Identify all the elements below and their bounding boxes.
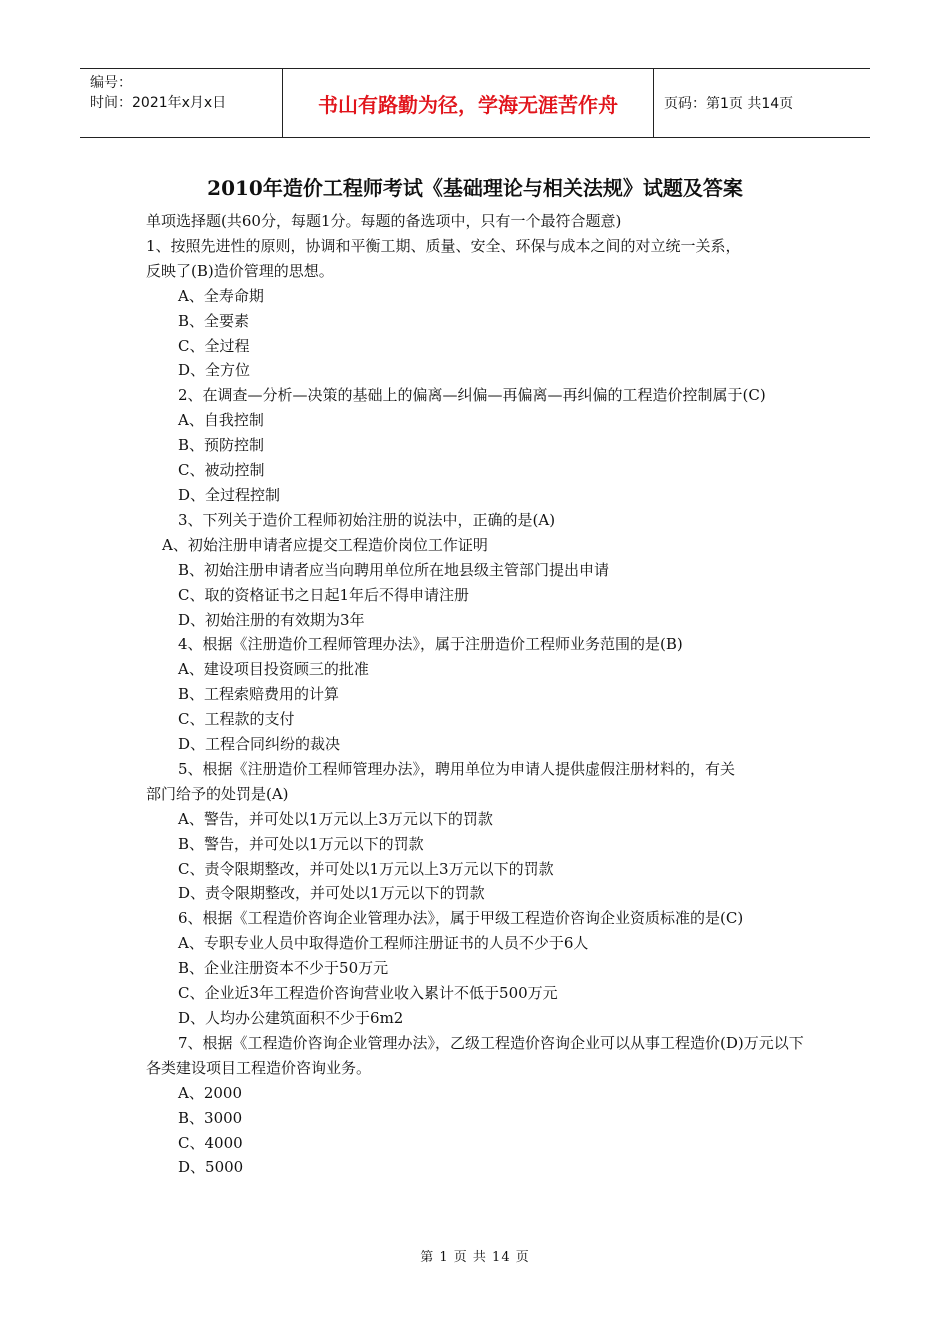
q1-option-a: A、全寿命期 [178,286,264,305]
q4-option-c: C、工程款的支付 [178,710,295,729]
q1-option-b: B、全要素 [178,311,250,330]
question-5-line2: 部门给予的处罚是(A) [146,784,289,803]
q5-option-a: A、警告，并可处以1万元以上3万元以下的罚款 [178,809,493,828]
q3-option-a: A、初始注册申请者应提交工程造价岗位工作证明 [162,535,488,554]
header-motto: 书山有路勤为径，学海无涯苦作舟 [282,69,654,137]
q2-option-c: C、被动控制 [178,461,265,480]
q2-option-a: A、自我控制 [178,411,264,430]
question-4: 4、根据《注册造价工程师管理办法》，属于注册造价工程师业务范围的是(B) [178,635,683,654]
q1-option-c: C、全过程 [178,336,250,355]
q4-option-a: A、建设项目投资顾三的批准 [178,660,369,679]
page-footer: 第 1 页 共 14 页 [420,1250,530,1265]
question-7: 7、根据《工程造价咨询企业管理办法》，乙级工程造价咨询企业可以从事工程造价(D)万元以下各类建设项目工程造价咨询业务。 [146,1033,804,1077]
q5-option-d: D、责令限期整改，并可处以1万元以下的罚款 [178,884,485,903]
time-label: 时间：2021年x月x日 [90,95,227,111]
q6-option-c: C、企业近3年工程造价咨询营业收入累计不低于500万元 [178,984,558,1003]
q2-option-b: B、预防控制 [178,436,265,455]
document-body [146,209,818,1180]
q5-option-c: C、责令限期整改，并可处以1万元以上3万元以下的罚款 [178,859,554,878]
question-6: 6、根据《工程造价咨询企业管理办法》，属于甲级工程造价咨询企业资质标准的是(C) [178,909,744,928]
question-1-line2: 反映了(B)造价管理的思想。 [146,261,334,280]
q6-option-a: A、专职专业人员中取得造价工程师注册证书的人员不少于6人 [178,934,589,953]
q3-option-d: D、初始注册的有效期为3年 [178,610,365,629]
q7-option-b: B、3000 [178,1108,243,1127]
q1-option-d: D、全方位 [178,361,251,380]
q4-option-d: D、工程合同纠纷的裁决 [178,735,341,754]
q7-option-c: C、4000 [178,1133,243,1152]
question-2: 2、在调查—分析—决策的基础上的偏离—纠偏—再偏离—再纠偏的工程造价控制属于(C) [178,386,766,405]
q3-option-b: B、初始注册申请者应当向聘用单位所在地县级主管部门提出申请 [178,560,610,579]
header-meta [80,69,282,137]
number-label: 编号： [90,75,132,91]
q6-option-b: B、企业注册资本不少于50万元 [178,959,389,978]
q6-option-d: D、人均办公建筑面积不少于6m2 [178,1009,404,1027]
document-header [80,68,870,138]
q4-option-b: B、工程索赔费用的计算 [178,685,340,704]
question-5-line1: 5、根据《注册造价工程师管理办法》，聘用单位为申请人提供虚假注册材料的，有关 [178,759,736,778]
header-page-info: 页码：第1页 共14页 [664,96,794,112]
document-title: 2010年造价工程师考试《基础理论与相关法规》试题及答案 [207,176,743,200]
q7-option-d: D、5000 [178,1158,244,1177]
question-3: 3、下列关于造价工程师初始注册的说法中，正确的是(A) [178,510,556,529]
question-1-line1: 1、按照先进性的原则，协调和平衡工期、质量、安全、环保与成本之间的对立统一关系， [146,236,741,255]
q2-option-d: D、全过程控制 [178,485,281,504]
section-intro: 单项选择题(共60分，每题1分。每题的备选项中，只有一个最符合题意) [146,212,622,230]
q5-option-b: B、警告，并可处以1万元以下的罚款 [178,834,424,853]
q3-option-c: C、取的资格证书之日起1年后不得申请注册 [178,585,470,604]
q7-option-a: A、2000 [178,1083,243,1102]
